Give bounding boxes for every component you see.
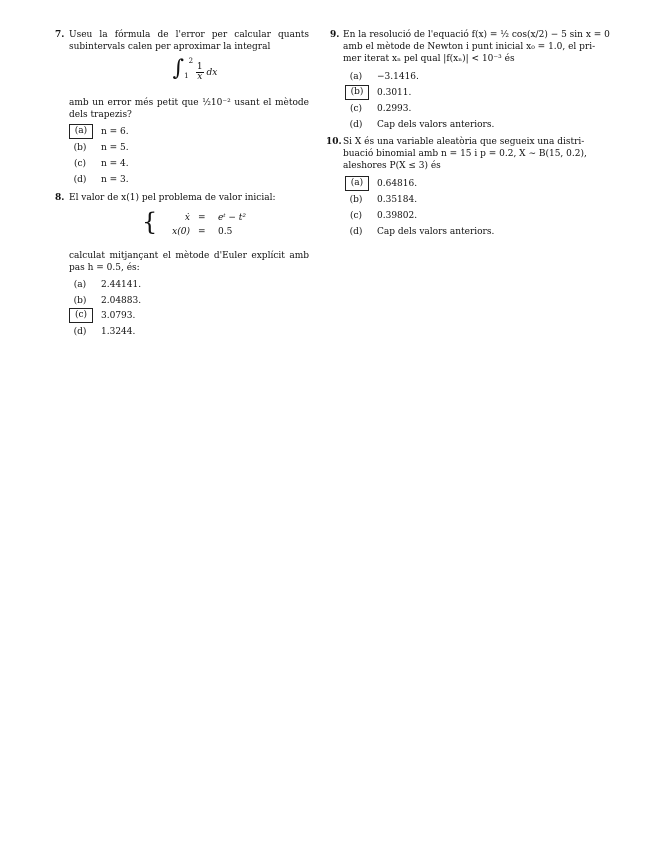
q10-number: 10.	[326, 137, 342, 147]
option-label: (b)	[73, 295, 87, 306]
option-value: n = 5.	[101, 143, 129, 153]
q9-line1: En la resolució de l'equació f(x) = ½ cos(x/2) − 5 sin x = 0	[343, 30, 610, 40]
eq1-lhs: ẋ	[184, 213, 190, 223]
option-value: 1.3244.	[101, 326, 136, 337]
q7-integral	[160, 58, 230, 82]
q8-ode-system	[142, 210, 262, 238]
option-value: 0.3011.	[377, 88, 412, 98]
integral-dx: dx	[206, 68, 218, 78]
option-label: (d)	[349, 227, 363, 237]
option-value: Cap dels valors anteriors.	[377, 227, 495, 237]
q9-line3: mer iterat xₙ pel qual |f(xₙ)| < 10⁻³ és	[343, 54, 515, 64]
eq2-lhs: x(0)	[172, 227, 190, 237]
option-label: (c)	[69, 308, 93, 323]
option-value: −3.1416.	[377, 72, 419, 82]
option-value: 2.44141.	[101, 280, 142, 290]
option-value: 2.04883.	[101, 295, 142, 306]
integral-upper: 2	[188, 57, 194, 65]
option-value: n = 6.	[101, 127, 129, 137]
option-value: 0.39802.	[377, 211, 418, 221]
q8-text2: calculat mitjançant el mètode d'Euler explícit amb pas h = 0.5, és:	[69, 251, 309, 273]
option-value: n = 4.	[101, 159, 129, 169]
option-value: 0.35184.	[377, 195, 418, 205]
integral-sign: ∫	[172, 56, 185, 81]
option-label: (a)	[69, 124, 93, 139]
option-value: 3.0793.	[101, 311, 136, 321]
q10-line2: buació binomial amb n = 15 i p = 0.2, X ∼ B(15, 0.2),	[343, 149, 587, 159]
q7-text2: amb un error més petit que ½10⁻² usant el mètode dels trapezis?	[69, 98, 309, 120]
eq2-sign: =	[198, 227, 206, 237]
eq1-rhs: eᵗ − t²	[218, 213, 247, 223]
option-label: (c)	[349, 104, 363, 114]
q8-text: El valor de x(1) pel problema de valor inicial:	[69, 193, 276, 203]
q10-line3: aleshores P(X ≤ 3) és	[343, 161, 441, 171]
option-label: (a)	[73, 280, 87, 290]
option-value: 0.2993.	[377, 104, 412, 114]
option-label: (b)	[349, 195, 363, 205]
option-value: Cap dels valors anteriors.	[377, 120, 495, 130]
option-label: (b)	[345, 85, 369, 100]
option-label: (a)	[345, 176, 369, 191]
option-label: (c)	[73, 159, 87, 169]
q8-number: 8.	[55, 193, 65, 203]
option-label: (d)	[349, 120, 363, 130]
option-value: n = 3.	[101, 175, 129, 185]
option-label: (d)	[73, 175, 87, 185]
option-label: (d)	[73, 326, 87, 337]
q7-text: Useu la fórmula de l'error per calcular quants subintervals calen per aproximar la integral	[69, 30, 309, 52]
q9-line2: amb el mètode de Newton i punt inicial x₀ = 1.0, el pri-	[343, 42, 596, 52]
q9-number: 9.	[330, 30, 340, 40]
integrand-num: 1	[196, 62, 203, 72]
q7-number: 7.	[55, 30, 65, 40]
integrand-den: x	[197, 72, 203, 82]
integral-lower: 1	[184, 71, 189, 80]
option-label: (a)	[349, 72, 363, 82]
option-label: (c)	[349, 211, 363, 221]
eq2-rhs: 0.5	[218, 227, 233, 237]
eq1-sign: =	[198, 213, 206, 223]
option-value: 0.64816.	[377, 179, 418, 189]
option-label: (b)	[73, 143, 87, 153]
q10-line1: Si X és una variable aleatòria que segueix una distri-	[343, 137, 585, 147]
brace: {	[142, 208, 158, 236]
